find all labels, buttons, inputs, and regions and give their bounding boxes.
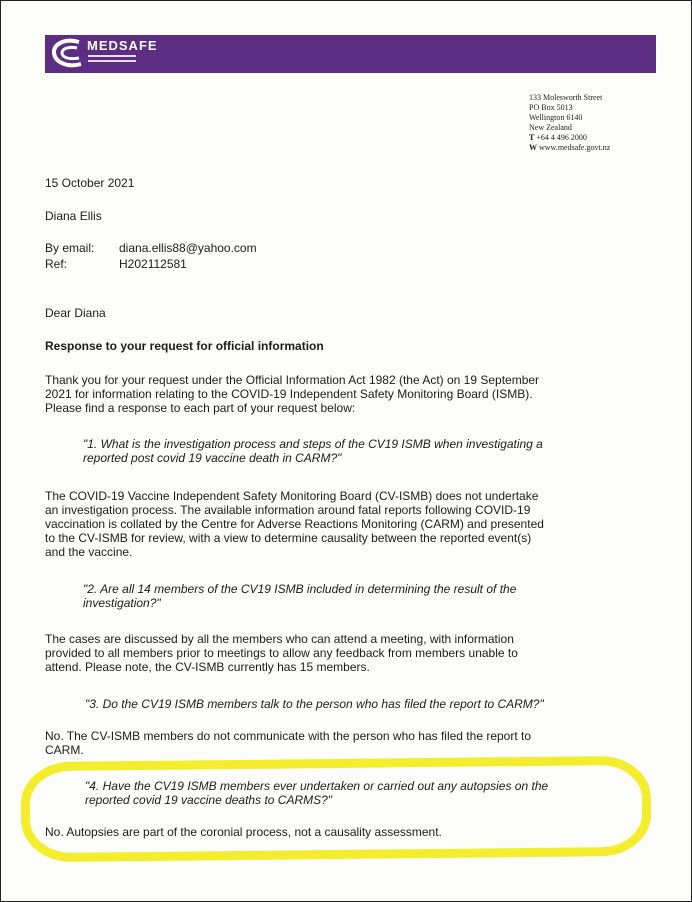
address-country: New Zealand — [529, 123, 572, 132]
question-4: "4. Have the CV19 ISMB members ever undertaken or carried out any autopsies on the reported covid 19 vaccine deaths to CARMS?" — [85, 779, 549, 807]
recipient-email: diana.ellis88@yahoo.com — [119, 241, 257, 255]
question-2: "2. Are all 14 members of the CV19 ISMB included in determining the result of the investigation?" — [83, 582, 517, 610]
answer-3: No. The CV-ISMB members do not communicate with the person who has filed the report to CARM. — [45, 729, 532, 757]
address-web: W www.medsafe.govt.nz — [529, 143, 611, 152]
answer-2: The cases are discussed by all the members who can attend a meeting, with information provided to all members prior to meetings to allow any feedback from members unable to attend. Please note, the CV-ISMB currently has 15 members. — [45, 632, 518, 674]
intro-paragraph: Thank you for your request under the Official Information Act 1982 (the Act) on 19 September 2021 for information relating to the COVID-19 Independent Safety Monitoring Board (ISMB). Please find a response to each part of your request below: — [45, 373, 540, 415]
yellow-highlight-circle — [20, 756, 651, 863]
brand-name: MEDSAFE — [87, 38, 158, 53]
medsafe-header-band — [45, 35, 656, 73]
recipient-name: Diana Ellis — [45, 209, 102, 223]
question-3: "3. Do the CV19 ISMB members talk to the person who has filed the report to CARM?" — [85, 697, 544, 711]
letter-date: 15 October 2021 — [45, 176, 135, 190]
address-po-box: PO Box 5013 — [529, 103, 573, 112]
email-label: By email: — [45, 241, 95, 255]
address-street: 133 Molesworth Street — [529, 93, 603, 102]
salutation: Dear Diana — [45, 306, 106, 320]
letter-subject: Response to your request for official information — [45, 339, 324, 353]
address-phone: T +64 4 496 2000 — [529, 133, 587, 142]
question-1: "1. What is the investigation process and steps of the CV19 ISMB when investigating a reported post covid 19 vaccine death in CARM?" — [83, 437, 543, 465]
sender-address — [529, 93, 610, 153]
answer-4: No. Autopsies are part of the coronial process, not a causality assessment. — [45, 825, 442, 839]
address-city: Wellington 6140 — [529, 113, 583, 122]
brand-tagline-lines — [88, 55, 136, 65]
medsafe-logo-icon — [51, 38, 85, 68]
reference-number: H202112581 — [119, 257, 187, 271]
answer-1: The COVID-19 Vaccine Independent Safety Monitoring Board (CV-ISMB) does not undertake an investigation process. The available information around fatal reports following COVID-19 vaccination is collated by the Centre for Adverse Reactions Monitoring (CARM) and presented to the CV-ISMB for review, with a view to determine causality between the reported event(s) and the vaccine. — [45, 489, 544, 559]
ref-label: Ref: — [45, 257, 68, 271]
